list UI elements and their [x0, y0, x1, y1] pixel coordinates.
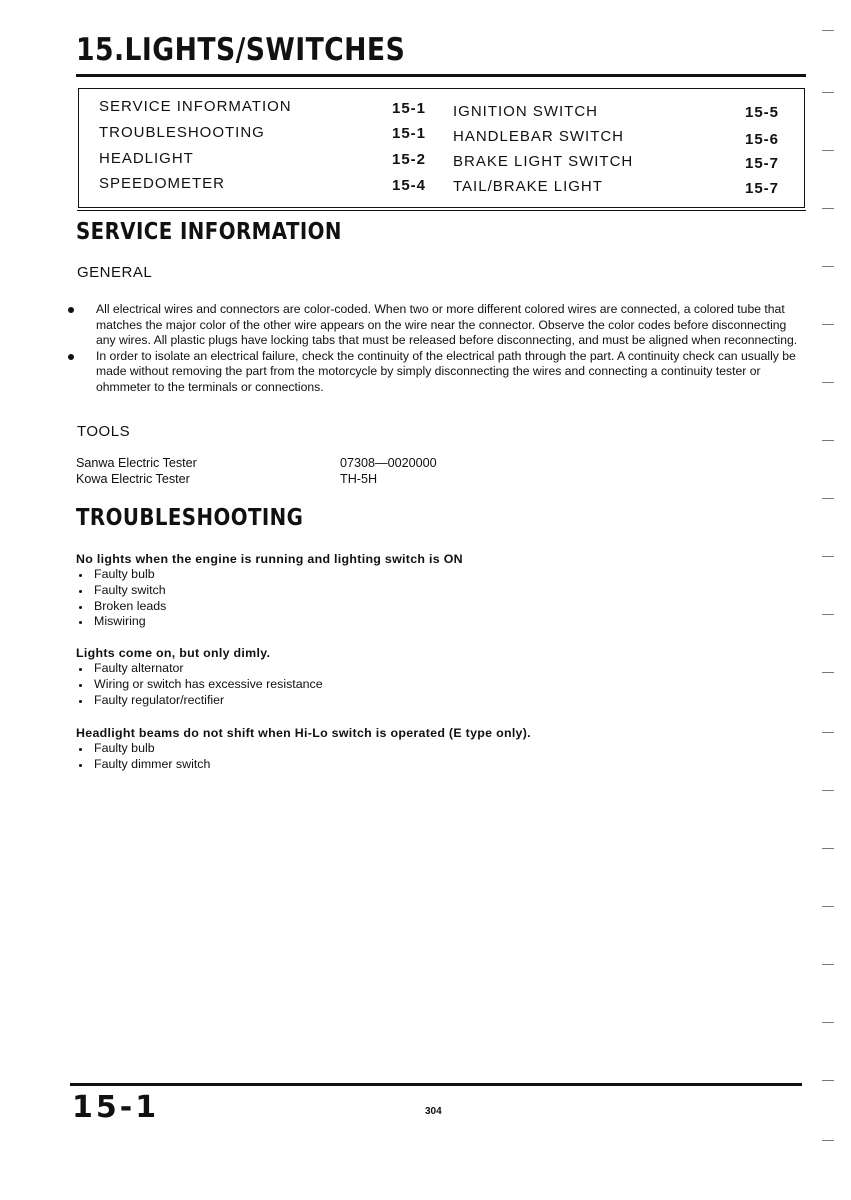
service-information-heading: SERVICE INFORMATION [76, 219, 342, 245]
cause-list [76, 741, 531, 773]
cause-text: Broken leads [94, 598, 167, 613]
margin-tick [822, 732, 834, 733]
footer-page-label: 15-1 [72, 1090, 160, 1125]
toc-label-handlebar-switch: HANDLEBAR SWITCH [453, 128, 625, 145]
toc-label-brake-light-switch: BRAKE LIGHT SWITCH [453, 153, 634, 170]
margin-tick [822, 1022, 834, 1023]
bullet-dot-icon [79, 764, 82, 767]
toc-label-speedometer: SPEEDOMETER [99, 175, 226, 192]
tools-table [76, 456, 437, 487]
margin-tick [822, 266, 834, 267]
bullet-dot-icon [79, 668, 82, 671]
cause-text: Faulty switch [94, 582, 166, 597]
cause-text: Miswiring [94, 614, 146, 629]
bullet-dot-icon [79, 684, 82, 687]
cause-item [76, 741, 531, 757]
symptom-text: Headlight beams do not shift when Hi-Lo switch is operated (E type only). [76, 726, 531, 740]
troubleshooting-heading: TROUBLESHOOTING [76, 505, 304, 531]
cause-text: Faulty dimmer switch [94, 756, 211, 771]
tools-heading: TOOLS [77, 423, 131, 440]
bullet-dot-icon [68, 307, 74, 313]
toc-page-handlebar-switch: 15-6 [745, 131, 780, 148]
general-bullet-item [68, 302, 806, 349]
general-bullet-list [68, 302, 806, 395]
bullet-dot-icon [68, 354, 74, 360]
margin-tick [822, 208, 834, 209]
title-rule [76, 74, 806, 77]
bullet-dot-icon [79, 590, 82, 593]
tool-part-number: 07308—0020000 [340, 456, 437, 470]
general-bullet-text: In order to isolate an electrical failure, check the continuity of the electrical path through the part. A continuity check can usually be made without removing the part from the motorcycle by simply disconnecting the wires and connecting a continuity tester or ohmmeter to the terminals or connections. [96, 348, 796, 394]
margin-tick [822, 150, 834, 151]
cause-text: Faulty regulator/rectifier [94, 692, 225, 707]
toc-page-troubleshooting: 15-1 [392, 125, 427, 142]
tool-name: Kowa Electric Tester [76, 471, 190, 486]
footer-page-number: 304 [425, 1106, 442, 1117]
margin-tick [822, 30, 834, 31]
cause-list [76, 661, 323, 708]
trouble-group [76, 725, 531, 773]
toc-page-brake-light-switch: 15-7 [745, 155, 780, 172]
general-bullet-item [68, 349, 806, 396]
toc-label-headlight: HEADLIGHT [99, 150, 194, 167]
bullet-dot-icon [79, 574, 82, 577]
toc-page-ignition-switch: 15-5 [745, 104, 780, 121]
margin-tick [822, 440, 834, 441]
tool-row [76, 456, 437, 472]
chapter-title: 15.LIGHTS/SWITCHES [76, 32, 406, 68]
cause-text: Faulty bulb [94, 567, 155, 581]
cause-list [76, 567, 463, 630]
general-heading: GENERAL [77, 264, 153, 281]
margin-tick [822, 790, 834, 791]
margin-tick [822, 382, 834, 383]
margin-tick [822, 848, 834, 849]
margin-tick [822, 324, 834, 325]
bullet-dot-icon [79, 606, 82, 609]
bullet-dot-icon [79, 700, 82, 703]
tool-row [76, 472, 437, 488]
cause-item [76, 567, 463, 583]
cause-item [76, 661, 323, 677]
margin-tick [822, 614, 834, 615]
trouble-group [76, 551, 463, 630]
symptom-text: Lights come on, but only dimly. [76, 646, 271, 660]
toc-page-tail-brake-light: 15-7 [745, 180, 780, 197]
margin-tick [822, 556, 834, 557]
cause-item [76, 599, 463, 615]
toc-page-headlight: 15-2 [392, 151, 427, 168]
cause-item [76, 614, 463, 630]
symptom-text: No lights when the engine is running and lighting switch is ON [76, 552, 463, 566]
cause-text: Faulty alternator [94, 661, 184, 675]
toc-label-tail-brake-light: TAIL/BRAKE LIGHT [453, 178, 603, 195]
margin-tick [822, 92, 834, 93]
margin-tick [822, 498, 834, 499]
cause-item [76, 583, 463, 599]
margin-tick [822, 1140, 834, 1141]
cause-item [76, 693, 323, 709]
tool-name: Sanwa Electric Tester [76, 456, 197, 470]
toc-label-service-information: SERVICE INFORMATION [99, 98, 292, 115]
bullet-dot-icon [79, 748, 82, 751]
bullet-dot-icon [79, 621, 82, 624]
toc-page-service-information: 15-1 [392, 100, 427, 117]
toc-label-troubleshooting: TROUBLESHOOTING [99, 124, 265, 141]
cause-item [76, 677, 323, 693]
cause-text: Wiring or switch has excessive resistance [94, 676, 323, 691]
margin-tick [822, 964, 834, 965]
cause-item [76, 757, 531, 773]
trouble-group [76, 645, 323, 708]
toc-label-ignition-switch: IGNITION SWITCH [453, 103, 598, 120]
cause-text: Faulty bulb [94, 741, 155, 755]
footer-rule [70, 1083, 802, 1086]
margin-tick [822, 906, 834, 907]
table-of-contents [78, 88, 805, 208]
tool-part-number: TH-5H [340, 471, 378, 486]
toc-page-speedometer: 15-4 [392, 177, 427, 194]
general-bullet-text: All electrical wires and connectors are color-coded. When two or more different colored wires are connected, a colored tube that matches the major color of the other wire appears on the wire near the connector. Observe the color codes before disconnecting any wires. All plastic plugs have locking tabs that must be released before disconnecting, and must be aligned when reconnecting. [96, 302, 798, 347]
margin-tick [822, 672, 834, 673]
margin-tick [822, 1080, 834, 1081]
